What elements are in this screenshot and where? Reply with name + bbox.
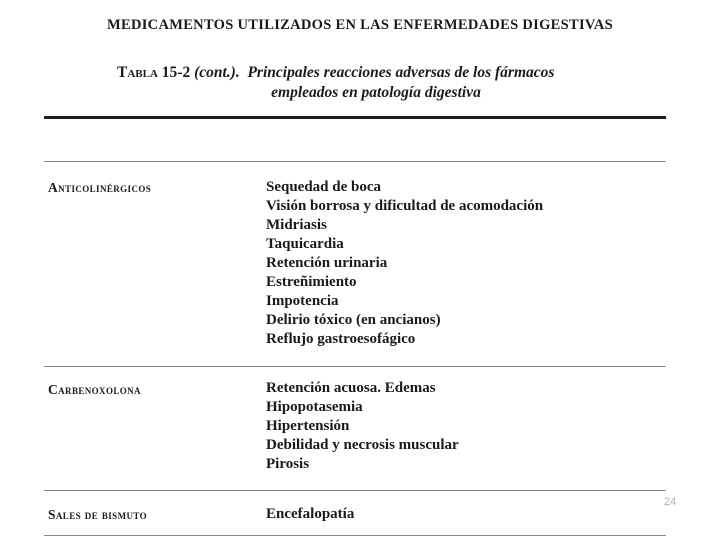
- effect-item: Debilidad y necrosis muscular: [266, 437, 459, 453]
- table-top-rule: [44, 116, 666, 119]
- row-divider: [44, 366, 666, 367]
- effects-list-carbenoxolona: [266, 379, 459, 474]
- table-title-line1: Principales reacciones adversas de los fármacos: [247, 64, 555, 81]
- effect-item: Hipertensión: [266, 418, 350, 434]
- row-divider: [44, 490, 666, 491]
- table-header-rule: [44, 161, 666, 162]
- effect-item: Encefalopatía: [266, 506, 355, 522]
- category-anticolinergicos: Anticolinérgicos: [48, 180, 152, 195]
- effect-item: Midriasis: [266, 217, 327, 233]
- table-cont: (cont.).: [194, 64, 240, 81]
- effect-item: Delirio tóxico (en ancianos): [266, 312, 441, 328]
- table-number: 15-2: [161, 64, 191, 81]
- slide-page-number: 24: [664, 496, 677, 508]
- effect-item: Taquicardia: [266, 236, 344, 252]
- effect-item: Hipopotasemia: [266, 399, 363, 415]
- effect-item: Sequedad de boca: [266, 179, 382, 195]
- table-label: Tabla: [117, 64, 158, 81]
- table-caption: [117, 63, 617, 103]
- effect-item: Estreñimiento: [266, 274, 357, 290]
- effect-item: Impotencia: [266, 293, 339, 309]
- effects-list-sales-de-bismuto: [266, 505, 354, 524]
- effect-item: Reflujo gastroesofágico: [266, 331, 416, 347]
- effect-item: Retención urinaria: [266, 255, 388, 271]
- category-carbenoxolona: Carbenoxolona: [48, 382, 141, 397]
- effects-list-anticolinergicos: [266, 178, 543, 349]
- table-bottom-rule: [44, 535, 666, 536]
- category-sales-de-bismuto: Sales de bismuto: [48, 507, 148, 522]
- page-header: MEDICAMENTOS UTILIZADOS EN LAS ENFERMEDADES DIGESTIVAS: [107, 17, 613, 33]
- effect-item: Retención acuosa. Edemas: [266, 380, 436, 396]
- effect-item: Visión borrosa y dificultad de acomodación: [266, 198, 544, 214]
- effect-item: Pirosis: [266, 456, 310, 472]
- table-title-line2: empleados en patología digestiva: [271, 84, 481, 101]
